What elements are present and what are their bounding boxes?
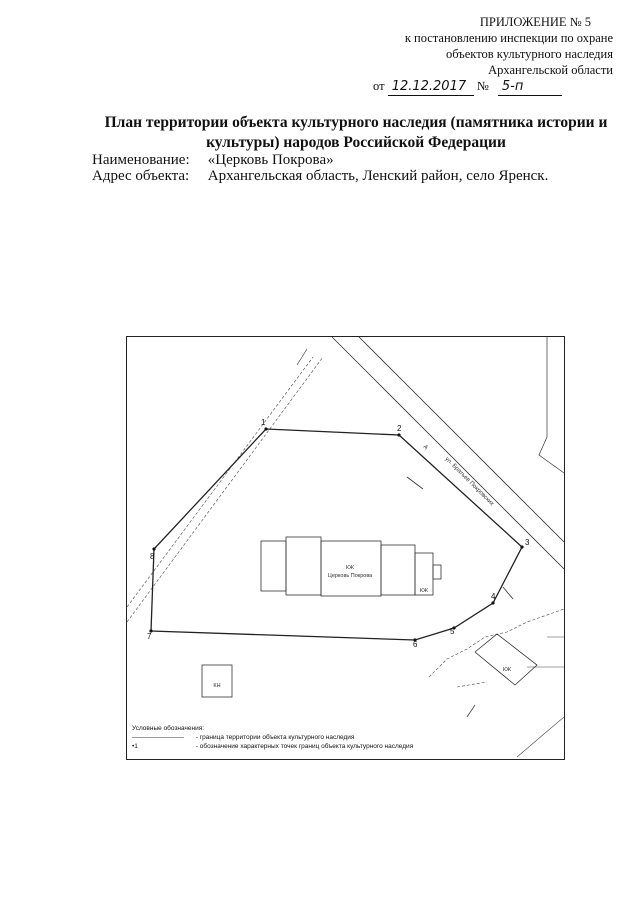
- house-left: [202, 665, 232, 697]
- date-prefix: от: [373, 79, 385, 93]
- name-value: «Церковь Покрова»: [207, 152, 334, 168]
- point-label-2: 2: [397, 424, 402, 433]
- point-label-3: 3: [525, 538, 530, 547]
- legend-symbol-point: •1: [132, 743, 138, 750]
- street-edge-2: [359, 337, 564, 542]
- appendix-title: ПРИЛОЖЕНИЕ № 5: [479, 15, 591, 29]
- right-edge-line-3: [517, 717, 564, 757]
- point-label-1: 1: [261, 418, 266, 427]
- legend-title: Условные обозначения:: [132, 725, 205, 732]
- legend-row-boundary: [132, 734, 354, 741]
- address-row: [92, 167, 548, 185]
- street-name: ул. Братьев Покровских: [443, 456, 495, 508]
- house-right-label: КЖ: [502, 667, 512, 673]
- boundary-points: [149, 427, 523, 641]
- dashed-line-2: [127, 357, 313, 607]
- street-edge-1: [332, 337, 564, 569]
- point-label-7: 7: [147, 632, 152, 641]
- dashed-tick: [297, 349, 307, 365]
- appendix-line-3: Архангельской области: [488, 63, 613, 77]
- tick-mark: [467, 705, 475, 717]
- appendix-line-2: объектов культурного наследия: [446, 47, 613, 61]
- dashed-line-1: [127, 357, 323, 622]
- site-plan-drawing: [127, 337, 564, 759]
- heritage-boundary: [151, 429, 522, 640]
- address-value: Архангельская область, Ленский район, село Яренск.: [207, 168, 549, 184]
- appendix-block: [353, 14, 613, 96]
- church-label-2: Церковь Покрова: [327, 573, 373, 579]
- legend-text-boundary: - граница территории объекта культурного наследия: [195, 734, 355, 741]
- small-dashed: [457, 682, 487, 687]
- address-label: Адрес объекта:: [92, 168, 190, 184]
- point-label-5: 5: [450, 627, 455, 636]
- legend-row-points: [132, 743, 413, 750]
- street-letter: А: [421, 444, 429, 452]
- document-title: План территории объекта культурного наследия (памятника истории и культуры) народов Российской Федерации: [104, 114, 608, 151]
- number-prefix: №: [476, 79, 489, 93]
- house-right: [475, 634, 537, 685]
- site-plan: [126, 336, 565, 760]
- appendix-date-row: [353, 78, 613, 96]
- annex-label: КЖ: [419, 588, 429, 594]
- direction-arrow: [407, 477, 423, 489]
- date-value: 12.12.2017: [388, 79, 474, 96]
- legend-symbol-line: ————————: [132, 734, 184, 741]
- corner-block: [539, 337, 564, 473]
- church-label-1: КЖ: [345, 565, 355, 571]
- point-label-4: 4: [491, 592, 496, 601]
- legend-text-points: - обозначение характерных точек границ объекта культурного наследия: [195, 743, 414, 750]
- number-value: 5-п: [498, 79, 562, 96]
- appendix-line-1: к постановлению инспекции по охране: [404, 31, 613, 45]
- name-label: Наименование:: [92, 152, 190, 168]
- point-label-6: 6: [413, 640, 418, 649]
- direction-arrow-2: [503, 587, 513, 599]
- house-left-label: КН: [213, 683, 221, 689]
- point-label-8: 8: [150, 552, 155, 561]
